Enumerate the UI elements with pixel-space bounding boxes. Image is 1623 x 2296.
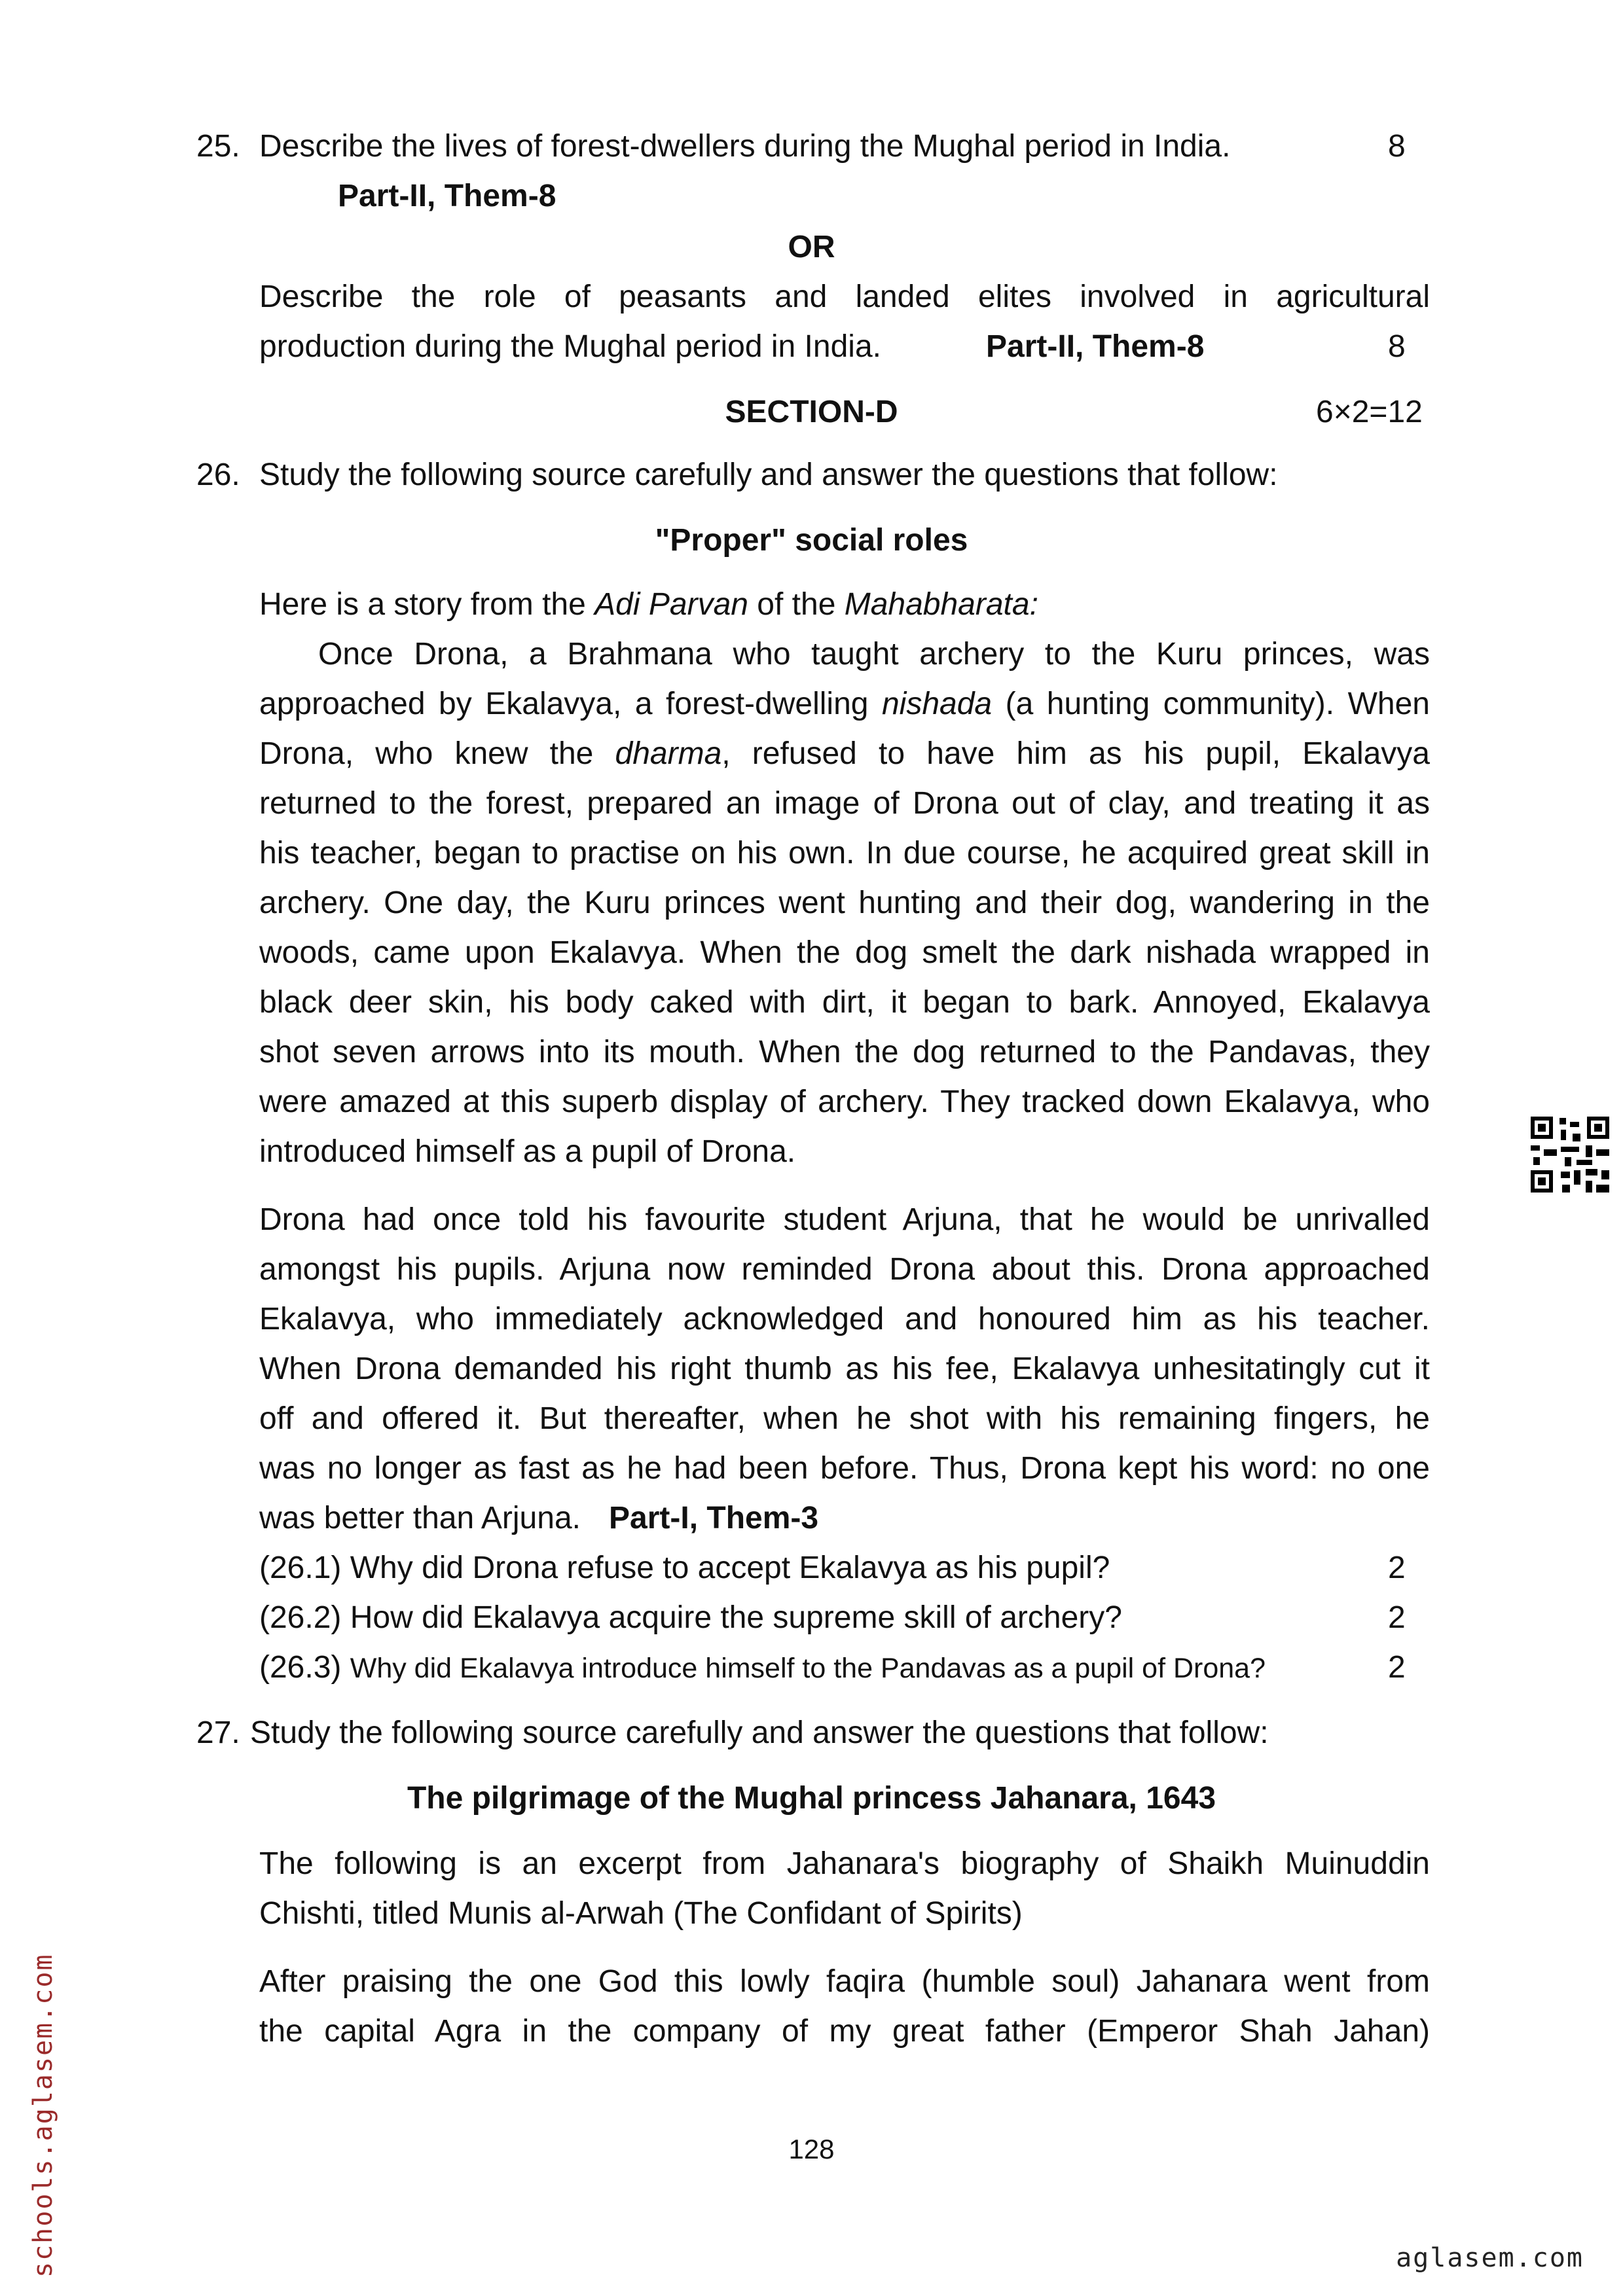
- section-title: SECTION-D: [725, 395, 898, 429]
- q25-alt-line1: Describe the role of peasants and landed elites involved in agricultural: [259, 279, 1430, 314]
- q25-ref: Part-II, Them-8: [338, 179, 556, 213]
- q25-alt-ref: Part-II, Them-8: [986, 329, 1205, 364]
- text-line: Ekalavya, who immediately acknowledged and honoured him as his teacher.: [259, 1302, 1430, 1336]
- or-divider: OR: [788, 230, 835, 264]
- q26-sub-2-marks: 2: [1388, 1600, 1406, 1635]
- text-line: returned to the forest, prepared an image of Drona out of clay, and treating it as: [259, 786, 1430, 821]
- q25-alt-line2: production during the Mughal period in India.: [259, 329, 881, 364]
- text-line: his teacher, began to practise on his own. In due course, he acquired great skill in: [259, 836, 1430, 870]
- text-line: The following is an excerpt from Jahanara's biography of Shaikh Muinuddin: [259, 1846, 1430, 1881]
- text-line: Chishti, titled Munis al-Arwah (The Confidant of Spirits): [259, 1896, 1023, 1931]
- q27-paragraph-2: [259, 1957, 1430, 2056]
- text-line: was better than Arjuna.: [259, 1501, 581, 1535]
- q25-text: Describe the lives of forest-dwellers during the Mughal period in India.: [259, 129, 1231, 164]
- q26-ref: Part-I, Them-3: [609, 1501, 819, 1535]
- q26-sub-3-marks: 2: [1388, 1650, 1406, 1685]
- text-line: black deer skin, his body caked with dirt, it began to bark. Annoyed, Ekalavya: [259, 985, 1430, 1020]
- text-line: Drona had once told his favourite student Arjuna, that he would be unrivalled: [259, 1202, 1430, 1237]
- text-line: After praising the one God this lowly faqira (humble soul) Jahanara went from: [259, 1964, 1430, 1999]
- text-line: shot seven arrows into its mouth. When the dog returned to the Pandavas, they: [259, 1035, 1430, 1069]
- text-line: amongst his pupils. Arjuna now reminded Drona about this. Drona approached: [259, 1252, 1430, 1287]
- q26-number: 26.: [196, 457, 240, 492]
- text-line: introduced himself as a pupil of Drona.: [259, 1134, 796, 1169]
- text-line: Drona, who knew the dharma, refused to have him as his pupil, Ekalavya: [259, 736, 1430, 771]
- watermark-right: aglasem.com: [1396, 2243, 1584, 2273]
- q25-alt-marks: 8: [1388, 329, 1406, 364]
- text-line: approached by Ekalavya, a forest-dwelling nishada (a hunting community). When: [259, 687, 1430, 721]
- q25-marks: 8: [1388, 129, 1406, 164]
- q26-source-title: "Proper" social roles: [655, 523, 968, 558]
- q27-source-title: The pilgrimage of the Mughal princess Jahanara, 1643: [407, 1781, 1216, 1816]
- q26-paragraph-1: [259, 630, 1430, 1177]
- section-marks: 6×2=12: [1316, 395, 1423, 429]
- q25-number: 25.: [196, 129, 240, 164]
- q26-sub-2: (26.2) How did Ekalavya acquire the supreme skill of archery?: [259, 1600, 1122, 1635]
- qr-code-icon: [1531, 1117, 1609, 1193]
- text-line: archery. One day, the Kuru princes went hunting and their dog, wandering in the: [259, 886, 1430, 920]
- watermark-left: schools.aglasem.com: [28, 1953, 58, 2278]
- text-line: the capital Agra in the company of my great father (Emperor Shah Jahan): [259, 2014, 1430, 2049]
- q26-source-intro: Here is a story from the Adi Parvan of the Mahabharata:: [259, 587, 1038, 622]
- q26-sub-1: (26.1) Why did Drona refuse to accept Ekalavya as his pupil?: [259, 1551, 1110, 1585]
- q27-intro: Study the following source carefully and answer the questions that follow:: [250, 1715, 1269, 1750]
- q26-intro: Study the following source carefully and answer the questions that follow:: [259, 457, 1278, 492]
- text-line: Once Drona, a Brahmana who taught archery to the Kuru princes, was: [318, 637, 1430, 672]
- q27-paragraph-1: [259, 1839, 1430, 1939]
- text-line: woods, came upon Ekalavya. When the dog smelt the dark nishada wrapped in: [259, 935, 1430, 970]
- text-line: was no longer as fast as he had been before. Thus, Drona kept his word: no one: [259, 1451, 1430, 1486]
- text-line: off and offered it. But thereafter, when he shot with his remaining fingers, he: [259, 1401, 1430, 1436]
- page-number: 128: [788, 2134, 835, 2164]
- q26-paragraph-2: [259, 1195, 1430, 1543]
- text-line: were amazed at this superb display of archery. They tracked down Ekalavya, who: [259, 1085, 1430, 1119]
- q26-sub-3: (26.3) Why did Ekalavya introduce himself to the Pandavas as a pupil of Drona?: [259, 1650, 1266, 1685]
- text-line: When Drona demanded his right thumb as his fee, Ekalavya unhesitatingly cut it: [259, 1352, 1430, 1386]
- q26-sub-1-marks: 2: [1388, 1551, 1406, 1585]
- q27-number: 27.: [196, 1715, 240, 1750]
